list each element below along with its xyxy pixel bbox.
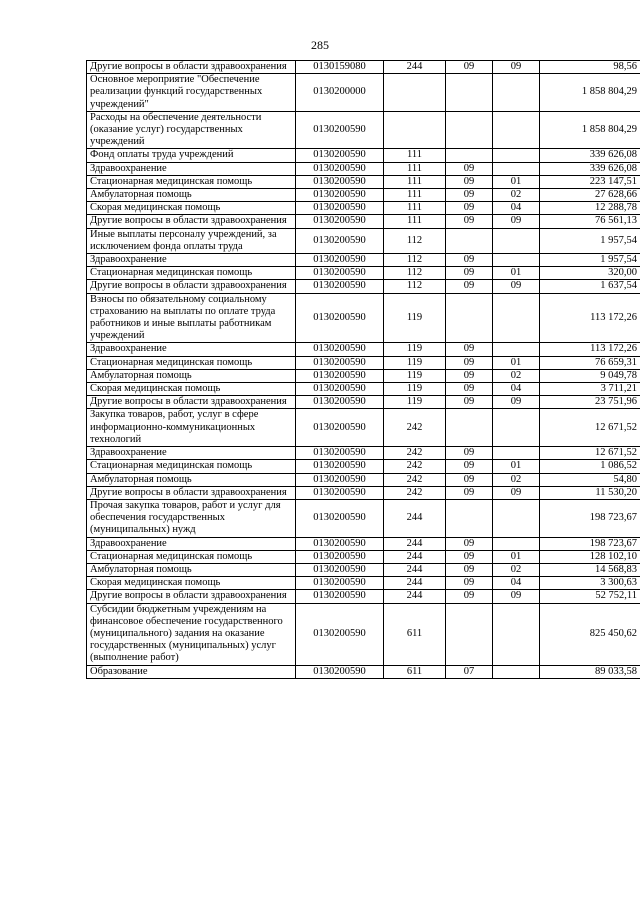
section-cell	[446, 111, 493, 149]
target-code-cell: 0130200590	[296, 499, 384, 537]
table-row	[87, 499, 640, 537]
target-code-cell: 0130200590	[296, 603, 384, 665]
table-row	[87, 175, 640, 188]
subsection-cell	[493, 409, 540, 447]
section-cell: 09	[446, 460, 493, 473]
target-code-cell: 0130159080	[296, 61, 384, 74]
section-cell	[446, 74, 493, 112]
amount-cell: 12 671,52	[540, 447, 640, 460]
expense-type-cell: 244	[384, 550, 446, 563]
target-code-cell: 0130200590	[296, 343, 384, 356]
item-name-cell: Закупка товаров, работ, услуг в сфере информационно-коммуникационных технологий	[87, 409, 296, 447]
amount-cell: 1 637,54	[540, 280, 640, 293]
subsection-cell: 09	[493, 61, 540, 74]
subsection-cell: 02	[493, 563, 540, 576]
amount-cell: 89 033,58	[540, 665, 640, 678]
subsection-cell	[493, 447, 540, 460]
target-code-cell: 0130200590	[296, 149, 384, 162]
expense-type-cell: 242	[384, 447, 446, 460]
subsection-cell: 01	[493, 550, 540, 563]
item-name-cell: Иные выплаты персоналу учреждений, за исключением фонда оплаты труда	[87, 228, 296, 253]
section-cell: 09	[446, 267, 493, 280]
expense-type-cell	[384, 74, 446, 112]
expense-type-cell: 111	[384, 175, 446, 188]
target-code-cell: 0130200590	[296, 447, 384, 460]
expense-type-cell: 119	[384, 369, 446, 382]
item-name-cell: Скорая медицинская помощь	[87, 577, 296, 590]
expense-type-cell: 611	[384, 603, 446, 665]
item-name-cell: Здравоохранение	[87, 162, 296, 175]
amount-cell: 1 858 804,29	[540, 74, 640, 112]
amount-cell: 223 147,51	[540, 175, 640, 188]
table-row	[87, 550, 640, 563]
target-code-cell: 0130200590	[296, 460, 384, 473]
target-code-cell: 0130200590	[296, 590, 384, 603]
item-name-cell: Скорая медицинская помощь	[87, 383, 296, 396]
section-cell: 09	[446, 162, 493, 175]
target-code-cell: 0130200590	[296, 215, 384, 228]
subsection-cell	[493, 149, 540, 162]
amount-cell: 76 659,31	[540, 356, 640, 369]
target-code-cell: 0130200590	[296, 473, 384, 486]
section-cell: 09	[446, 202, 493, 215]
amount-cell: 825 450,62	[540, 603, 640, 665]
subsection-cell: 04	[493, 383, 540, 396]
target-code-cell: 0130200590	[296, 486, 384, 499]
amount-cell: 54,80	[540, 473, 640, 486]
item-name-cell: Другие вопросы в области здравоохранения	[87, 215, 296, 228]
item-name-cell: Амбулаторная помощь	[87, 563, 296, 576]
target-code-cell: 0130200590	[296, 563, 384, 576]
expense-type-cell: 112	[384, 267, 446, 280]
amount-cell: 12 288,78	[540, 202, 640, 215]
expense-type-cell: 119	[384, 383, 446, 396]
amount-cell: 128 102,10	[540, 550, 640, 563]
budget-table	[86, 60, 640, 679]
section-cell	[446, 228, 493, 253]
section-cell: 09	[446, 254, 493, 267]
item-name-cell: Здравоохранение	[87, 537, 296, 550]
target-code-cell: 0130200590	[296, 356, 384, 369]
subsection-cell: 04	[493, 577, 540, 590]
section-cell: 09	[446, 590, 493, 603]
item-name-cell: Другие вопросы в области здравоохранения	[87, 280, 296, 293]
section-cell: 09	[446, 550, 493, 563]
item-name-cell: Стационарная медицинская помощь	[87, 267, 296, 280]
table-row	[87, 563, 640, 576]
section-cell: 09	[446, 383, 493, 396]
table-row	[87, 537, 640, 550]
section-cell: 09	[446, 343, 493, 356]
expense-type-cell: 242	[384, 486, 446, 499]
subsection-cell	[493, 74, 540, 112]
expense-type-cell: 244	[384, 563, 446, 576]
target-code-cell: 0130200000	[296, 74, 384, 112]
subsection-cell: 04	[493, 202, 540, 215]
item-name-cell: Здравоохранение	[87, 447, 296, 460]
target-code-cell: 0130200590	[296, 254, 384, 267]
item-name-cell: Здравоохранение	[87, 343, 296, 356]
item-name-cell: Стационарная медицинская помощь	[87, 356, 296, 369]
table-row	[87, 202, 640, 215]
target-code-cell: 0130200590	[296, 189, 384, 202]
expense-type-cell: 111	[384, 149, 446, 162]
subsection-cell: 09	[493, 590, 540, 603]
section-cell	[446, 603, 493, 665]
section-cell: 09	[446, 563, 493, 576]
expense-type-cell: 242	[384, 409, 446, 447]
table-row	[87, 162, 640, 175]
item-name-cell: Другие вопросы в области здравоохранения	[87, 396, 296, 409]
target-code-cell: 0130200590	[296, 383, 384, 396]
subsection-cell	[493, 343, 540, 356]
item-name-cell: Стационарная медицинская помощь	[87, 175, 296, 188]
table-row	[87, 665, 640, 678]
amount-cell: 27 628,66	[540, 189, 640, 202]
amount-cell: 14 568,83	[540, 563, 640, 576]
expense-type-cell: 244	[384, 537, 446, 550]
table-row	[87, 577, 640, 590]
section-cell: 09	[446, 577, 493, 590]
table-row	[87, 267, 640, 280]
amount-cell: 76 561,13	[540, 215, 640, 228]
amount-cell: 9 049,78	[540, 369, 640, 382]
amount-cell: 1 957,54	[540, 254, 640, 267]
expense-type-cell: 119	[384, 356, 446, 369]
amount-cell: 113 172,26	[540, 343, 640, 356]
target-code-cell: 0130200590	[296, 111, 384, 149]
item-name-cell: Скорая медицинская помощь	[87, 202, 296, 215]
subsection-cell	[493, 254, 540, 267]
subsection-cell: 09	[493, 396, 540, 409]
expense-type-cell: 112	[384, 228, 446, 253]
subsection-cell	[493, 499, 540, 537]
table-row	[87, 280, 640, 293]
amount-cell: 98,56	[540, 61, 640, 74]
expense-type-cell: 119	[384, 343, 446, 356]
subsection-cell	[493, 111, 540, 149]
section-cell: 09	[446, 175, 493, 188]
expense-type-cell: 111	[384, 162, 446, 175]
expense-type-cell: 111	[384, 202, 446, 215]
table-row	[87, 603, 640, 665]
subsection-cell: 09	[493, 486, 540, 499]
amount-cell: 339 626,08	[540, 149, 640, 162]
subsection-cell: 09	[493, 280, 540, 293]
section-cell: 09	[446, 61, 493, 74]
target-code-cell: 0130200590	[296, 293, 384, 343]
section-cell: 09	[446, 473, 493, 486]
item-name-cell: Расходы на обеспечение деятельности (оказание услуг) государственных учреждений	[87, 111, 296, 149]
subsection-cell	[493, 228, 540, 253]
item-name-cell: Стационарная медицинская помощь	[87, 460, 296, 473]
expense-type-cell: 244	[384, 61, 446, 74]
section-cell	[446, 409, 493, 447]
target-code-cell: 0130200590	[296, 267, 384, 280]
table-row	[87, 74, 640, 112]
item-name-cell: Взносы по обязательному социальному страхованию на выплаты по оплате труда работников и иные выплаты работникам учреждений	[87, 293, 296, 343]
table-row	[87, 189, 640, 202]
item-name-cell: Здравоохранение	[87, 254, 296, 267]
section-cell: 09	[446, 189, 493, 202]
amount-cell: 198 723,67	[540, 537, 640, 550]
item-name-cell: Амбулаторная помощь	[87, 189, 296, 202]
section-cell: 09	[446, 537, 493, 550]
target-code-cell: 0130200590	[296, 396, 384, 409]
section-cell: 07	[446, 665, 493, 678]
expense-type-cell: 242	[384, 473, 446, 486]
target-code-cell: 0130200590	[296, 369, 384, 382]
expense-type-cell: 112	[384, 280, 446, 293]
target-code-cell: 0130200590	[296, 162, 384, 175]
item-name-cell: Основное мероприятие "Обеспечение реализации функций государственных учреждений"	[87, 74, 296, 112]
amount-cell: 23 751,96	[540, 396, 640, 409]
item-name-cell: Субсидии бюджетным учреждениям на финансовое обеспечение государственного (муниципального) задания на оказание государственных (муниципальных) услуг (выполнение работ)	[87, 603, 296, 665]
budget-table-body	[87, 61, 640, 679]
table-row	[87, 590, 640, 603]
item-name-cell: Прочая закупка товаров, работ и услуг для обеспечения государственных (муниципальных) нужд	[87, 499, 296, 537]
item-name-cell: Стационарная медицинская помощь	[87, 550, 296, 563]
section-cell: 09	[446, 356, 493, 369]
subsection-cell: 01	[493, 356, 540, 369]
page-number: 285	[311, 38, 329, 52]
subsection-cell: 02	[493, 189, 540, 202]
section-cell: 09	[446, 280, 493, 293]
subsection-cell	[493, 162, 540, 175]
expense-type-cell: 244	[384, 499, 446, 537]
expense-type-cell: 611	[384, 665, 446, 678]
amount-cell: 1 086,52	[540, 460, 640, 473]
amount-cell: 113 172,26	[540, 293, 640, 343]
subsection-cell: 02	[493, 369, 540, 382]
amount-cell: 3 711,21	[540, 383, 640, 396]
subsection-cell	[493, 537, 540, 550]
table-row	[87, 111, 640, 149]
table-row	[87, 293, 640, 343]
item-name-cell: Фонд оплаты труда учреждений	[87, 149, 296, 162]
item-name-cell: Другие вопросы в области здравоохранения	[87, 486, 296, 499]
amount-cell: 11 530,20	[540, 486, 640, 499]
section-cell	[446, 499, 493, 537]
subsection-cell: 02	[493, 473, 540, 486]
subsection-cell	[493, 293, 540, 343]
table-row	[87, 473, 640, 486]
target-code-cell: 0130200590	[296, 577, 384, 590]
table-row	[87, 409, 640, 447]
amount-cell: 198 723,67	[540, 499, 640, 537]
amount-cell: 12 671,52	[540, 409, 640, 447]
table-row	[87, 149, 640, 162]
item-name-cell: Другие вопросы в области здравоохранения	[87, 61, 296, 74]
section-cell: 09	[446, 369, 493, 382]
table-row	[87, 396, 640, 409]
amount-cell: 339 626,08	[540, 162, 640, 175]
table-row	[87, 486, 640, 499]
table-row	[87, 228, 640, 253]
amount-cell: 3 300,63	[540, 577, 640, 590]
expense-type-cell	[384, 111, 446, 149]
expense-type-cell: 244	[384, 577, 446, 590]
target-code-cell: 0130200590	[296, 550, 384, 563]
section-cell: 09	[446, 447, 493, 460]
subsection-cell: 01	[493, 267, 540, 280]
item-name-cell: Амбулаторная помощь	[87, 473, 296, 486]
table-row	[87, 61, 640, 74]
table-row	[87, 460, 640, 473]
amount-cell: 320,00	[540, 267, 640, 280]
expense-type-cell: 112	[384, 254, 446, 267]
section-cell: 09	[446, 396, 493, 409]
target-code-cell: 0130200590	[296, 409, 384, 447]
table-row	[87, 447, 640, 460]
table-row	[87, 356, 640, 369]
amount-cell: 52 752,11	[540, 590, 640, 603]
target-code-cell: 0130200590	[296, 280, 384, 293]
expense-type-cell: 244	[384, 590, 446, 603]
amount-cell: 1 957,54	[540, 228, 640, 253]
section-cell	[446, 293, 493, 343]
target-code-cell: 0130200590	[296, 537, 384, 550]
subsection-cell: 01	[493, 460, 540, 473]
target-code-cell: 0130200590	[296, 665, 384, 678]
expense-type-cell: 111	[384, 189, 446, 202]
target-code-cell: 0130200590	[296, 228, 384, 253]
section-cell	[446, 149, 493, 162]
table-row	[87, 369, 640, 382]
table-row	[87, 215, 640, 228]
expense-type-cell: 119	[384, 396, 446, 409]
item-name-cell: Образование	[87, 665, 296, 678]
table-row	[87, 343, 640, 356]
item-name-cell: Другие вопросы в области здравоохранения	[87, 590, 296, 603]
subsection-cell	[493, 665, 540, 678]
subsection-cell: 09	[493, 215, 540, 228]
expense-type-cell: 111	[384, 215, 446, 228]
expense-type-cell: 119	[384, 293, 446, 343]
subsection-cell	[493, 603, 540, 665]
section-cell: 09	[446, 486, 493, 499]
target-code-cell: 0130200590	[296, 175, 384, 188]
section-cell: 09	[446, 215, 493, 228]
item-name-cell: Амбулаторная помощь	[87, 369, 296, 382]
target-code-cell: 0130200590	[296, 202, 384, 215]
expense-type-cell: 242	[384, 460, 446, 473]
subsection-cell: 01	[493, 175, 540, 188]
table-row	[87, 254, 640, 267]
amount-cell: 1 858 804,29	[540, 111, 640, 149]
table-row	[87, 383, 640, 396]
